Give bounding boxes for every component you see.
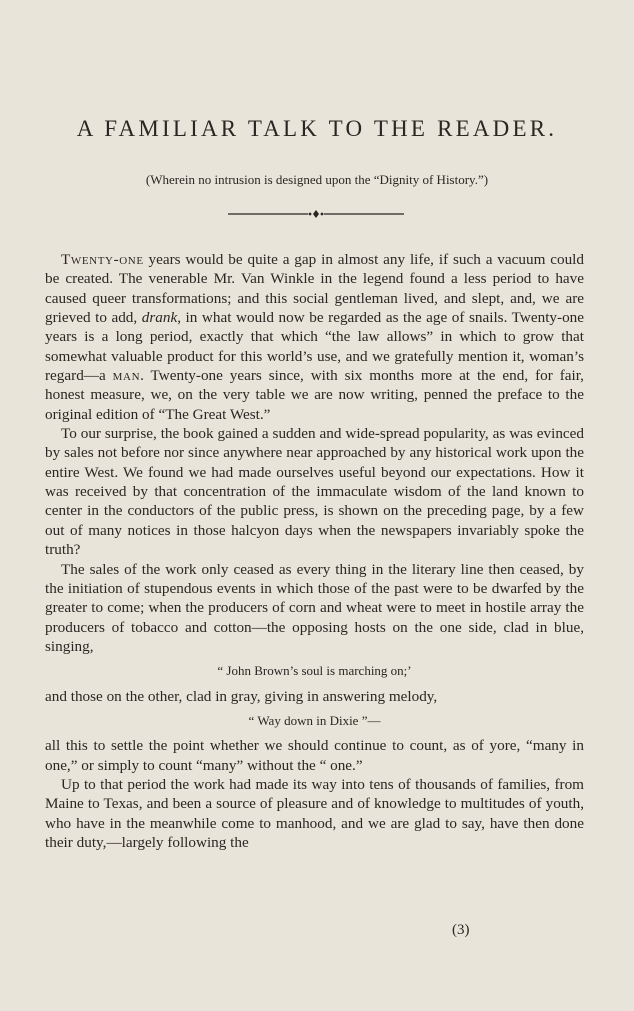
page-number: (3) bbox=[452, 922, 470, 938]
paragraph-5: all this to settle the point whether we should continue to count, as of yore, “many in one,” or simply to count “many” without the “ one.” bbox=[45, 737, 584, 774]
paragraph-4: and those on the other, clad in gray, giving in answering melody, bbox=[45, 687, 438, 705]
verse-quote-2: “ Way down in Dixie ”— bbox=[248, 712, 381, 728]
paragraph-2: To our surprise, the book gained a sudden and wide-spread popularity, as was evinced by sales not before nor since anywhere near approached by any historical work upon the entire West. We found we had made ourselves useful beyond our expectations. How it was received by that concentration of the immaculate wisdom of the land known to center in the conductors of the public press, is shown on the preceding page, by a few out of many notices in those halcyon days when the newspapers invariably spoke the truth? bbox=[45, 425, 584, 559]
paragraph-6: Up to that period the work had made its way into tens of thousands of families, from Maine to Texas, and been a source of pleasure and of knowledge to multitudes of youth, who have in the meanwhile come to manhood, and we are glad to say, have then done their duty,—largely following the bbox=[45, 775, 584, 851]
body-text bbox=[45, 250, 584, 852]
emphasis-drank: drank bbox=[141, 309, 178, 327]
paragraph-3: The sales of the work only ceased as every thing in the literary line then ceased, by the initiation of stupendous events in which those of the past were to be dwarfed by the greater to come; when the producers of corn and wheat were to meet in hostile array the producers of tobacco and cotton—the opposing hosts on the one side, clad in blue, singing, bbox=[45, 560, 584, 655]
paragraph-1: Twenty-one years would be quite a gap in almost any life, if such a vacuum could be created. The venerable Mr. Van Winkle in the legend found a less period to have caused queer transformations; and this social gentleman lived, and slept, and, we are grieved to add, drank, in what would now be regarded as the age of snails. Twenty-one years is a long period, exactly that which “the law allows” in which to grow that somewhat valuable product for this world’s use, and we gratefully mention it, woman’s regard—a man. Twenty-one years since, with six months more at the end, for fair, honest measure, we, on the very table we are now writing, penned the preface to the original edition of “The Great West.” bbox=[45, 251, 584, 423]
page-title: A FAMILIAR TALK TO THE READER. bbox=[76, 116, 558, 141]
ornamental-divider bbox=[228, 207, 404, 221]
page-subtitle: (Wherein no intrusion is designed upon the “Dignity of History.”) bbox=[145, 172, 489, 187]
smallcaps-man: man bbox=[112, 367, 141, 385]
lead-word: Twenty-one bbox=[61, 251, 144, 268]
verse-quote-1: “ John Brown’s soul is marching on;’ bbox=[217, 663, 412, 679]
